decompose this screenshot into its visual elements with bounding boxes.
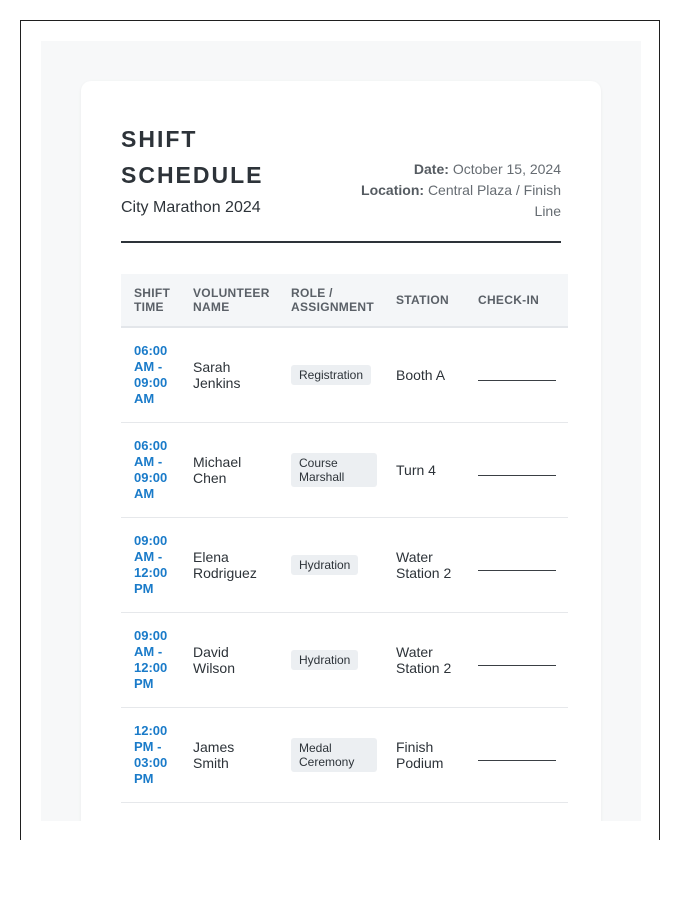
role-tag: Hydration	[291, 650, 358, 670]
shift-time-cell: 06:00 AM - 09:00 AM	[121, 422, 180, 517]
station-cell: Water Station 2	[383, 517, 465, 612]
table-row	[121, 422, 568, 517]
date-line	[331, 159, 561, 180]
date-label: Date:	[413, 161, 449, 177]
check-in-signature-line[interactable]	[478, 760, 556, 761]
check-in-signature-line[interactable]	[478, 665, 556, 666]
page-background	[41, 41, 641, 821]
role-tag: Course Marshall	[291, 453, 377, 487]
table-row	[121, 707, 568, 802]
schedule-card	[81, 81, 601, 821]
table-row	[121, 517, 568, 612]
document-header	[121, 121, 561, 243]
check-in-cell	[465, 612, 568, 707]
location-label: Location:	[361, 182, 425, 198]
role-tag: Registration	[291, 365, 371, 385]
event-name: City Marathon 2024	[121, 199, 261, 216]
volunteer-name-cell: Sarah Jenkins	[180, 327, 278, 422]
header-station: STATION	[383, 274, 465, 327]
check-in-cell	[465, 517, 568, 612]
check-in-cell	[465, 422, 568, 517]
shift-time-cell: 12:00 PM - 03:00 PM	[121, 707, 180, 802]
table-row	[121, 612, 568, 707]
table-header-row	[121, 274, 568, 327]
check-in-cell	[465, 327, 568, 422]
role-tag: Hydration	[291, 555, 358, 575]
check-in-signature-line[interactable]	[478, 380, 556, 381]
header-shift-time: SHIFT TIME	[121, 274, 180, 327]
page-title: SHIFT SCHEDULE	[121, 126, 264, 188]
station-cell: Finish Podium	[383, 707, 465, 802]
location-value: Central Plaza / Finish Line	[427, 182, 561, 219]
event-meta	[331, 159, 561, 222]
table-row	[121, 327, 568, 422]
station-cell: Turn 4	[383, 422, 465, 517]
page-frame	[20, 20, 660, 840]
role-cell	[278, 327, 383, 422]
volunteer-name-cell: Elena Rodriguez	[180, 517, 278, 612]
shift-time-cell: 06:00 AM - 09:00 AM	[121, 327, 180, 422]
role-cell	[278, 517, 383, 612]
header-role: ROLE / ASSIGNMENT	[278, 274, 383, 327]
location-line	[331, 180, 561, 222]
station-cell: Water Station 2	[383, 612, 465, 707]
header-volunteer-name: VOLUNTEER NAME	[180, 274, 278, 327]
volunteer-name-cell: Michael Chen	[180, 422, 278, 517]
role-cell	[278, 612, 383, 707]
check-in-signature-line[interactable]	[478, 475, 556, 476]
date-value: October 15, 2024	[452, 161, 561, 177]
header-check-in: CHECK-IN	[465, 274, 568, 327]
volunteer-name-cell: James Smith	[180, 707, 278, 802]
shift-time-cell: 09:00 AM - 12:00 PM	[121, 517, 180, 612]
check-in-cell	[465, 707, 568, 802]
shift-time-cell: 09:00 AM - 12:00 PM	[121, 612, 180, 707]
role-cell	[278, 422, 383, 517]
role-cell	[278, 707, 383, 802]
role-tag: Medal Ceremony	[291, 738, 377, 772]
volunteer-name-cell: David Wilson	[180, 612, 278, 707]
station-cell: Booth A	[383, 327, 465, 422]
shift-table	[121, 274, 568, 803]
check-in-signature-line[interactable]	[478, 570, 556, 571]
